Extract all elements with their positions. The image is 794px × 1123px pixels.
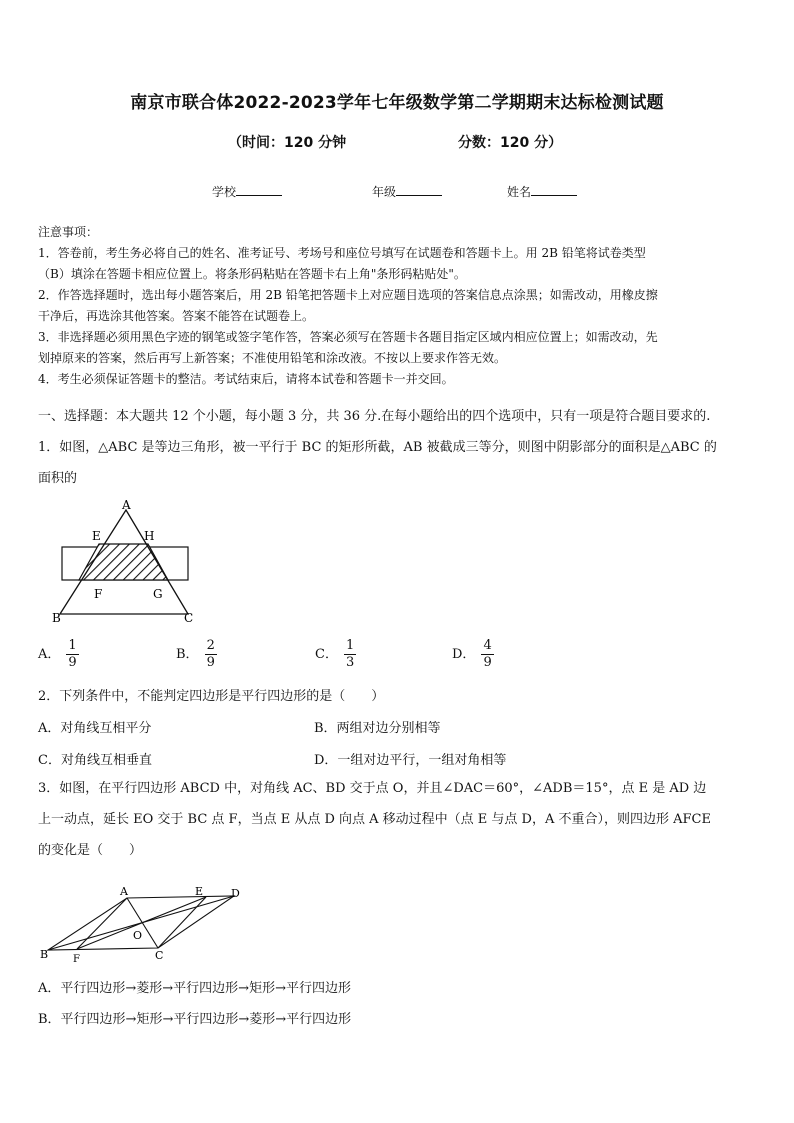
name-field [507, 183, 577, 200]
numerator: 4 [483, 638, 492, 653]
instruction-line: 划掉原来的答案，然后再写上新答案；不准使用铅笔和涂改液。不按以上要求作答无效。 [38, 351, 507, 365]
label-f: F [73, 954, 80, 964]
label-c: C [184, 611, 194, 625]
q1-choice-d[interactable] [452, 638, 494, 671]
choice-letter: A． [38, 647, 61, 662]
fraction [481, 638, 493, 671]
q3-figure [38, 882, 258, 964]
instructions [38, 222, 756, 390]
q1-figure [46, 498, 206, 626]
segment-af [77, 898, 127, 949]
denominator: 3 [345, 655, 355, 670]
grade-label: 年级 [372, 185, 397, 199]
score-label: 分数：120 分） [458, 135, 563, 151]
choice-letter: D． [452, 647, 476, 662]
section-heading: 一、选择题：本大题共 12 个小题，每小题 3 分，共 36 分.在每小题给出的四个选项中，只有一项是符合题目要求的. [38, 409, 711, 424]
instruction-line: 2．作答选择题时，选出每小题答案后，用 2B 铅笔把答题卡上对应题目选项的答案信息点涂黑；如需改动，用橡皮擦 [38, 288, 658, 302]
label-h: H [144, 529, 155, 543]
numerator: 2 [206, 638, 215, 653]
question-3-stem [38, 773, 756, 866]
instruction-line: 干净后，再选涂其他答案。答案不能答在试题卷上。 [38, 309, 315, 323]
label-d: D [231, 887, 240, 900]
label-e: E [92, 529, 101, 543]
label-a: A [122, 498, 131, 512]
label-c: C [155, 949, 164, 962]
exam-meta [228, 132, 588, 152]
q1-choice-a[interactable] [38, 638, 79, 671]
segment-ce [158, 897, 206, 948]
q3-line-3: 的变化是（ ） [38, 843, 143, 858]
name-label: 姓名 [507, 185, 532, 199]
q1-choice-b[interactable] [176, 638, 217, 671]
choice-letter: C． [315, 647, 338, 662]
school-label: 学校 [212, 185, 237, 199]
label-f: F [94, 587, 103, 601]
q1-choice-c[interactable] [315, 638, 356, 671]
denominator: 9 [206, 655, 215, 670]
instructions-heading: 注意事项： [38, 225, 99, 239]
student-info [0, 183, 794, 203]
instruction-line: 3．非选择题必须用黑色字迹的钢笔或签字笔作答，答案必须写在答题卡各题目指定区域内相应位置上；如需改动，先 [38, 330, 658, 344]
q1-choices [38, 638, 756, 680]
numerator: 1 [345, 638, 355, 653]
fraction [66, 638, 78, 671]
school-blank[interactable] [236, 183, 282, 196]
q2-option-d[interactable]: D．一组对边平行，一组对角相等 [314, 753, 507, 768]
choice-letter: B． [176, 647, 199, 662]
q3-line-1: 3．如图，在平行四边形 ABCD 中，对角线 AC、BD 交于点 O，并且∠DAC＝60°，∠ADB＝15°，点 E 是 AD 边 [38, 781, 707, 796]
label-b: B [40, 948, 49, 961]
q1-line-1: 1．如图，△ABC 是等边三角形，被一平行于 BC 的矩形所截，AB 被截成三等分，则图中阴影部分的面积是△ABC 的 [38, 440, 717, 455]
grade-field [372, 183, 442, 200]
q3-line-2: 上一动点，延长 EO 交于 BC 点 F，当点 E 从点 D 向点 A 移动过程中（点 E 与点 D，A 不重合），则四边形 AFCE [38, 812, 711, 827]
question-1-stem [38, 432, 756, 494]
q3-option-a[interactable]: A．平行四边形→菱形→平行四边形→矩形→平行四边形 [38, 981, 351, 996]
instruction-line: （B）填涂在答题卡相应位置上。将条形码粘贴在答题卡右上角"条形码粘贴处"。 [38, 267, 466, 281]
label-o: O [133, 929, 143, 942]
time-label: （时间：120 分钟 [228, 135, 347, 151]
instruction-line: 4．考生必须保证答题卡的整洁。考试结束后，请将本试卷和答题卡一并交回。 [38, 372, 454, 386]
fraction [344, 638, 356, 671]
page-title: 南京市联合体2022-2023学年七年级数学第二学期期末达标检测试题 [130, 93, 664, 113]
q2-option-a[interactable]: A．对角线互相平分 [38, 721, 152, 736]
denominator: 9 [483, 655, 492, 670]
label-b: B [52, 611, 61, 625]
label-a: A [120, 885, 128, 898]
school-field [212, 183, 282, 200]
denominator: 9 [68, 655, 77, 670]
q2-option-b[interactable]: B．两组对边分别相等 [314, 721, 441, 736]
q1-line-2: 面积的 [38, 471, 78, 486]
label-g: G [153, 587, 163, 601]
fraction [205, 638, 217, 671]
question-2-stem: 2．下列条件中，不能判定四边形是平行四边形的是（ ） [38, 689, 385, 704]
name-blank[interactable] [531, 183, 577, 196]
q2-option-c[interactable]: C．对角线互相垂直 [38, 753, 152, 768]
label-e: E [195, 885, 204, 898]
q3-option-b[interactable]: B．平行四边形→矩形→平行四边形→菱形→平行四边形 [38, 1012, 352, 1027]
numerator: 1 [68, 638, 77, 653]
grade-blank[interactable] [396, 183, 442, 196]
instruction-line: 1．答卷前，考生务必将自己的姓名、准考证号、考场号和座位号填写在试题卷和答题卡上。用 2B 铅笔将试卷类型 [38, 246, 646, 260]
